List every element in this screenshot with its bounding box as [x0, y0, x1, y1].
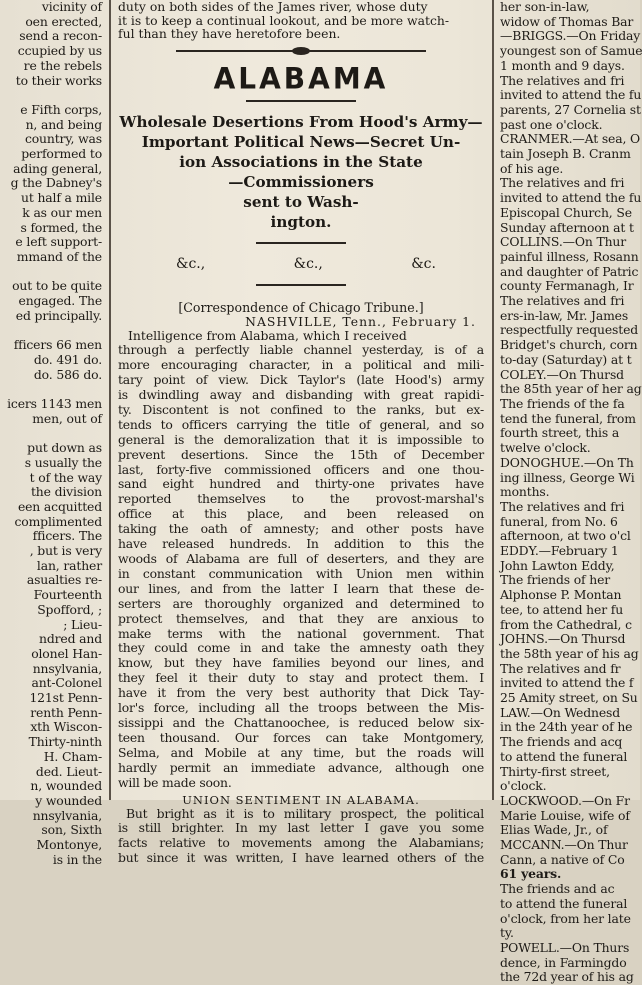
etc-3: &c. — [411, 255, 436, 272]
text-line: youngest son of Samue — [500, 43, 642, 59]
deck-headline — [118, 112, 484, 232]
text-line: o'clock. — [500, 778, 547, 794]
body-line: know, but they have families beyond our lines, and — [118, 655, 484, 671]
text-line: invited to attend the fu — [500, 87, 642, 103]
deck-rule — [256, 242, 346, 244]
column-rule-right — [492, 0, 494, 800]
text-line: n, wounded — [30, 778, 102, 794]
text-line: ; Lieu- — [63, 616, 102, 632]
text-line: the 72d year of his ag — [500, 969, 634, 985]
headline: ALABAMA — [213, 60, 389, 96]
text-line: ing illness, George Wi — [500, 469, 635, 485]
text-line: ut half a mile — [21, 190, 102, 206]
article-closing — [118, 807, 484, 867]
text-line: Alphonse P. Montan — [500, 587, 622, 603]
text-line: LAW.—On Wednesd — [500, 704, 620, 720]
etc-1: &c., — [176, 255, 206, 272]
text-line: tee, to attend her fu — [500, 601, 624, 617]
dateline-place: NASHVILLE, Tenn., February 1. — [245, 313, 476, 329]
etc-2: &c., — [293, 255, 323, 272]
headline-rule — [246, 100, 356, 102]
text-line: nnsylvania, — [32, 660, 102, 676]
text-line: The relatives and fri — [500, 498, 625, 514]
body-line: tary point of view. Dick Taylor's (late Hood's) army — [118, 372, 484, 388]
body-line: teen thousand. Our forces can take Montgomery, — [118, 729, 484, 745]
text-line: The relatives and fri — [500, 293, 625, 309]
text-line — [0, 323, 106, 338]
text-line: renth Penn- — [30, 704, 102, 720]
text-line: DONOGHUE.—On Th — [500, 454, 634, 470]
text-line: her son-in-law, — [500, 0, 590, 14]
body-line: have released hundreds. In addition to this the — [118, 536, 484, 552]
text-line: ading general, — [13, 160, 102, 176]
text-line: e left support- — [15, 234, 102, 250]
text-line: is in the — [52, 851, 102, 867]
subhead: UNION SENTIMENT IN ALABAMA. — [182, 792, 420, 807]
text-line: The friends of the fa — [500, 395, 625, 411]
text-line: fourth street, this a — [500, 425, 620, 441]
text-line: n, and being — [25, 116, 102, 132]
text-line: Fourteenth — [33, 587, 102, 603]
text-line: The relatives and fri — [500, 72, 625, 88]
body-line: woods of Alabama are full of deserters, and they are — [118, 551, 484, 566]
text-line: Montonye, — [36, 837, 102, 853]
text-line: tend the funeral, from — [500, 410, 636, 426]
deck-line: sent to Wash- — [243, 192, 359, 211]
text-line: performed to — [21, 146, 102, 162]
text-line: painful illness, Rosann — [500, 248, 639, 264]
text-line: from the Cathedral, c — [500, 616, 632, 632]
text-line: ded. Lieut- — [35, 763, 102, 779]
text-line: funeral, from No. 6 — [500, 513, 618, 529]
body-line: facts relative to movements among the Alabamians; — [118, 835, 484, 851]
text-line: ccupied by us — [17, 43, 102, 59]
body-line: tends to officers carrying the title of general, and so — [118, 416, 484, 432]
text-line: mmand of the — [16, 248, 102, 264]
dateline — [118, 315, 484, 344]
body-line: through a perfectly liable channel yesterday, is of a — [118, 342, 484, 358]
body-line: sand eight hundred and thirty-one privates have — [118, 476, 484, 492]
text-line: put down as — [27, 440, 102, 456]
right-column — [497, 0, 642, 985]
text-line: Thirty-ninth — [28, 734, 102, 750]
text-line: The friends and ac — [500, 881, 615, 897]
text-line: The relatives and fri — [500, 175, 625, 191]
text-line: —BRIGGS.—On Friday — [500, 28, 641, 44]
text-line: Thirty-first street, — [500, 763, 610, 779]
body-line: protect themselves, and that they are anxious to — [118, 610, 484, 626]
body-line: but since it was written, I have learned others of the — [118, 850, 484, 866]
body-line: is still brighter. In my last letter I gave you some — [118, 820, 484, 836]
text-line: fficers. The — [32, 528, 102, 544]
text-line: 121st Penn- — [29, 690, 102, 706]
ornamental-rule — [176, 47, 426, 55]
text-line: and daughter of Patric — [500, 263, 639, 279]
text-line: xth Wiscon- — [30, 719, 102, 735]
text-line: Episcopal Church, Se — [500, 204, 632, 220]
deck-line: Wholesale Desertions From Hood's Army— — [119, 112, 483, 131]
text-line: invited to attend the fu — [500, 190, 642, 206]
text-line: POWELL.—On Thurs — [500, 940, 630, 955]
text-line: of his age. — [500, 160, 564, 176]
text-line: ty. — [500, 925, 514, 941]
text-line — [0, 88, 106, 103]
etc-rule — [256, 284, 346, 286]
text-line: to attend the funeral — [500, 748, 628, 764]
text-line: JOHNS.—On Thursd — [500, 631, 626, 647]
text-line: y wounded — [35, 792, 102, 808]
text-line: MCCANN.—On Thur — [500, 837, 628, 853]
text-line: g the Dabney's — [10, 175, 102, 191]
body-line: they could come in and take the amnesty oath they — [118, 640, 484, 656]
text-line: Sunday afternoon at t — [500, 219, 634, 235]
text-line: duty on both sides of the James river, whose duty — [118, 0, 428, 14]
text-line: LOCKWOOD.—On Fr — [500, 792, 630, 808]
text-line: respectfully requested — [500, 322, 639, 338]
deck-line: ion Associations in the State — [179, 152, 423, 171]
text-line: the 58th year of his ag — [500, 645, 639, 661]
text-line: country, was — [24, 131, 102, 147]
text-line: vicinity of — [41, 0, 102, 14]
body-line: have it from the very best authority that Dick Tay- — [118, 685, 484, 701]
text-line: COLEY.—On Thursd — [500, 366, 624, 382]
correspondence-credit: [Correspondence of Chicago Tribune.] — [178, 299, 424, 315]
text-line: t of the way — [29, 469, 102, 485]
text-line: EDDY.—February 1 — [500, 543, 619, 559]
text-line: tain Joseph B. Cranm — [500, 146, 631, 162]
text-line: months. — [500, 484, 550, 500]
text-line: een acquitted — [17, 498, 102, 514]
text-line: twelve o'clock. — [500, 440, 591, 456]
text-line: The friends and acq — [500, 734, 623, 750]
text-line: out to be quite — [12, 278, 102, 294]
body-line: taking the oath of amnesty; and other posts have — [118, 521, 484, 537]
text-line: ndred and — [39, 631, 102, 647]
text-line: county Fermanagh, Ir — [500, 278, 634, 294]
text-line: invited to attend the f — [500, 675, 634, 691]
text-line: re the rebels — [23, 57, 102, 73]
text-line: H. Cham- — [43, 748, 102, 764]
text-line: 1 month and 9 days. — [500, 57, 625, 73]
text-line — [0, 382, 106, 397]
text-line: son, Sixth — [41, 822, 102, 838]
text-line: to their works — [15, 72, 102, 88]
body-line: serters are thoroughly organized and determined to — [118, 595, 484, 611]
text-line: k as our men — [22, 204, 102, 220]
body-line: But bright as it is to military prospect, the political — [126, 805, 484, 821]
text-line: John Lawton Eddy, — [500, 557, 615, 573]
left-column — [0, 0, 106, 867]
body-line: hardly permit an immediate advance, although one — [118, 759, 484, 775]
text-line: the division — [30, 484, 102, 500]
text-line: oen erected, — [25, 13, 102, 29]
dateline-lead: Intelligence from Alabama, which I received — [128, 327, 407, 343]
text-line: lan, rather — [36, 557, 102, 573]
text-line: widow of Thomas Bar — [500, 13, 634, 29]
text-line: afternoon, at two o'cl — [500, 528, 631, 544]
text-line: ers-in-law, Mr. James — [500, 307, 629, 323]
text-line: complimented — [14, 513, 102, 529]
text-line: The relatives and fr — [500, 660, 621, 676]
text-line: ful than they have heretofore been. — [118, 26, 341, 41]
text-line: it is to keep a continual lookout, and be more watch- — [118, 12, 450, 28]
body-line: prevent desertions. Since the 15th of December — [118, 446, 484, 462]
body-line: will be made soon. — [118, 774, 232, 790]
text-line: COLLINS.—On Thur — [500, 234, 627, 250]
body-line: general is the demoralization that it is impossible to — [118, 431, 484, 447]
text-line: o'clock, from her late — [500, 910, 631, 926]
body-line: sissippi and the Chattanoochee, is reduced below six- — [118, 714, 484, 730]
body-line: more encouraging character, in a political and mili- — [118, 357, 484, 373]
deck-line: Important Political News—Secret Un- — [141, 132, 461, 151]
body-line: lor's force, including all the troops between the Mis- — [118, 700, 484, 716]
text-line — [0, 426, 106, 441]
text-line: do. 586 do. — [33, 366, 102, 382]
text-line: ant-Colonel — [31, 675, 102, 691]
body-line: make terms with the national government. That — [118, 625, 484, 641]
text-line: asualties re- — [26, 572, 102, 588]
text-line: the 85th year of her ag — [500, 381, 642, 397]
text-line: in the 24th year of he — [500, 719, 633, 735]
deck-line: ington. — [270, 212, 332, 231]
text-line: The friends of her — [500, 572, 611, 588]
body-line: last, forty-five commissioned officers and one thou- — [118, 461, 484, 477]
body-line: is dwindling away and disbanding with great rapidi- — [118, 387, 484, 403]
body-line: our lines, and from the latter I learn that these de- — [118, 580, 484, 596]
text-line: Cann, a native of Co — [500, 851, 625, 867]
text-line: , but is very — [29, 543, 102, 559]
body-line: they feel it their duty to stay and protect them. I — [118, 670, 484, 686]
text-line: nnsylvania, — [32, 807, 102, 823]
text-line: Spofford, ; — [37, 601, 102, 617]
body-line: Selma, and Mobile at any time, but the roads will — [118, 744, 484, 760]
text-line: dence, in Farmingdo — [500, 954, 627, 970]
text-line — [0, 265, 106, 280]
text-line: 61 years. — [500, 866, 562, 882]
etc-row — [118, 256, 484, 272]
body-line: office at this place, and been released on — [118, 506, 484, 522]
deck-line: —Commissioners — [228, 172, 374, 191]
text-line: to attend the funeral — [500, 895, 628, 911]
body-line: ty. Discontent is not confined to the ranks, but ex- — [118, 401, 484, 417]
text-line: olonel Han- — [31, 645, 102, 661]
text-line: e Fifth corps, — [20, 101, 102, 117]
text-line: engaged. The — [18, 293, 102, 309]
text-line: 25 Amity street, on Su — [500, 690, 638, 706]
previous-article-ending — [118, 0, 484, 41]
text-line: to-day (Saturday) at t — [500, 351, 632, 367]
text-line: s usually the — [24, 454, 102, 470]
text-line: Bridget's church, corn — [500, 337, 638, 353]
text-line: Elias Wade, Jr., of — [500, 822, 608, 838]
body-line: in constant communication with Union men within — [118, 565, 484, 581]
article-body — [118, 343, 484, 790]
text-line: send a recon- — [19, 28, 102, 44]
text-line: men, out of — [32, 410, 102, 426]
column-rule-left — [109, 0, 111, 800]
text-line: icers 1143 men — [7, 395, 102, 411]
text-line: do. 491 do. — [33, 351, 102, 367]
text-line: ed principally. — [15, 307, 102, 323]
text-line: past one o'clock. — [500, 116, 603, 132]
text-line: parents, 27 Cornelia st — [500, 101, 641, 117]
text-line: CRANMER.—At sea, O — [500, 131, 641, 147]
text-line: Marie Louise, wife of — [500, 807, 630, 823]
text-line: fficers 66 men — [13, 337, 102, 353]
text-line: s formed, the — [20, 219, 102, 235]
main-column — [114, 0, 488, 866]
body-line: reported themselves to the provost-marshal's — [118, 491, 484, 507]
